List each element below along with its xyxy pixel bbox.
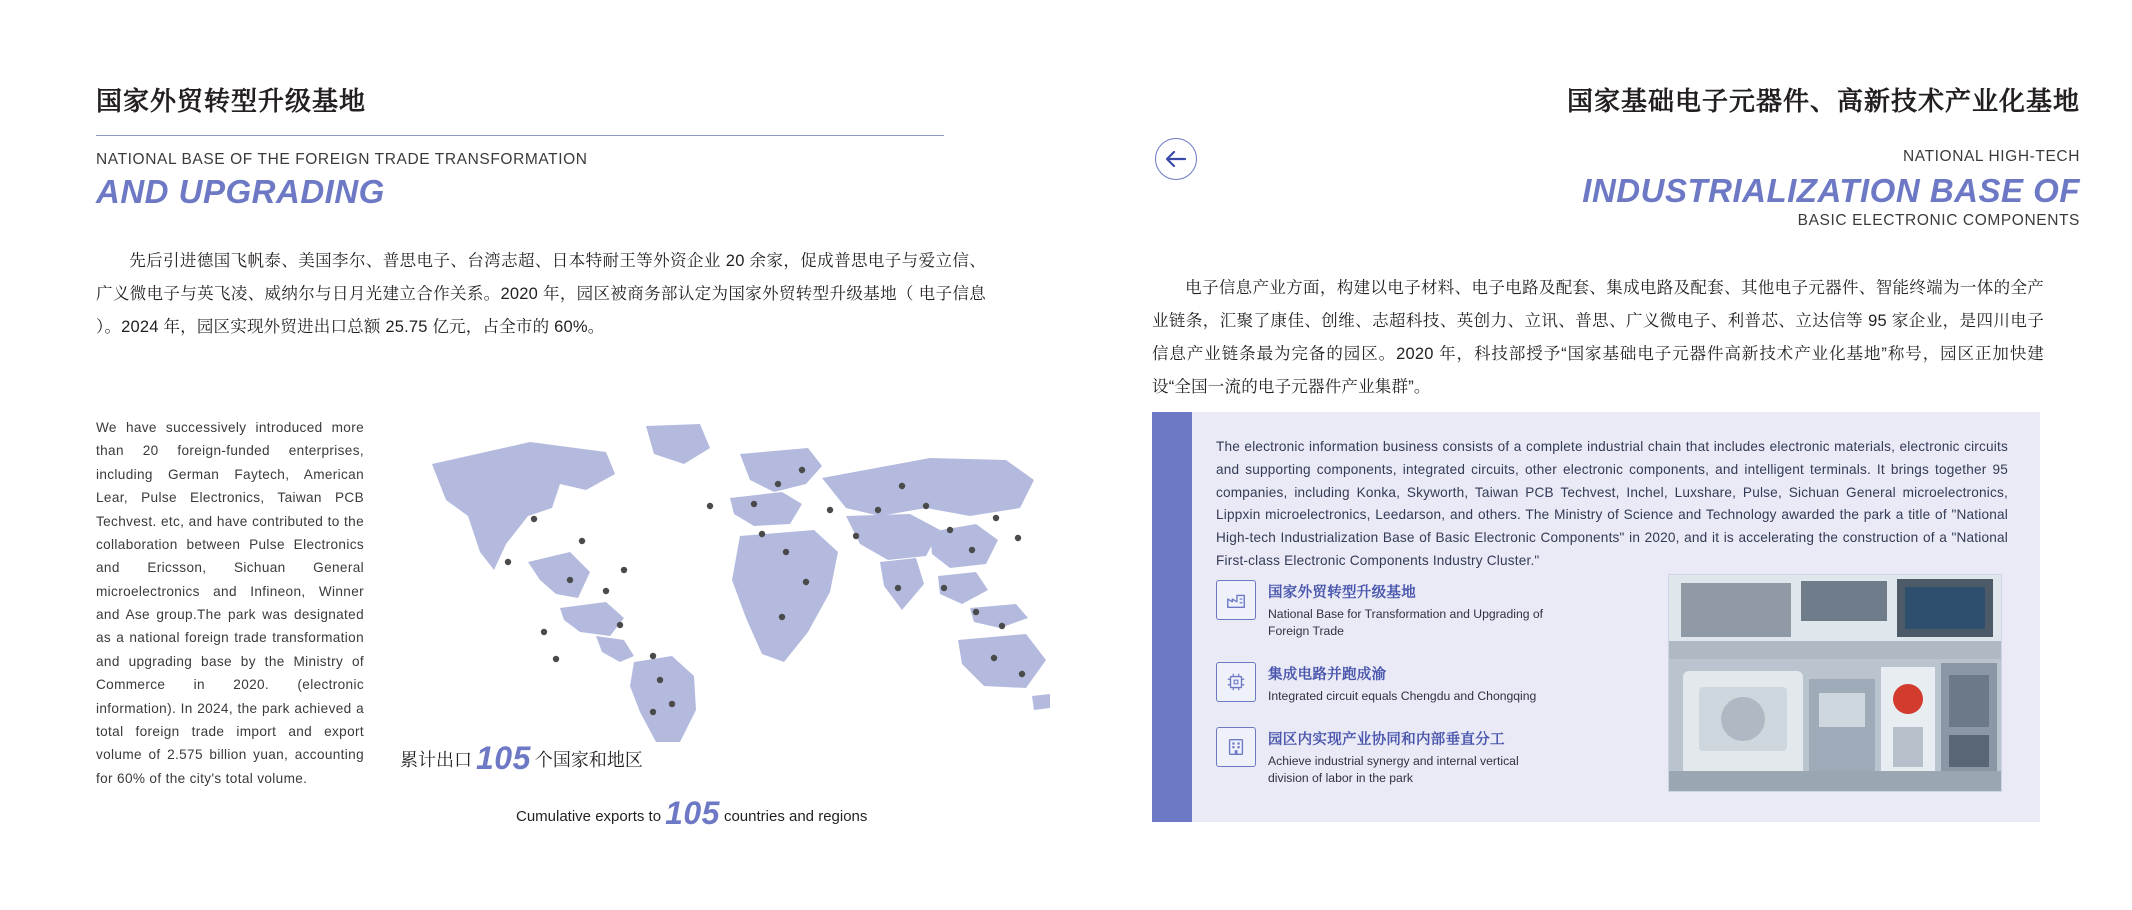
feature-item bbox=[1216, 727, 1646, 787]
right-subtitle-en-big: INDUSTRIALIZATION BASE OF bbox=[1582, 172, 2080, 210]
world-map-graphic bbox=[410, 412, 1050, 742]
factory-badge-glyph bbox=[1225, 589, 1247, 611]
factory-badge-icon bbox=[1216, 580, 1256, 620]
feature-title-cn: 集成电路并跑成渝 bbox=[1268, 667, 1387, 684]
cleanroom-photo bbox=[1668, 574, 2002, 792]
feature-title-cn: 园区内实现产业协同和内部垂直分工 bbox=[1268, 732, 1505, 749]
right-title-cn: 国家基础电子元器件、高新技术产业化基地 bbox=[1566, 86, 2080, 116]
building-grid-glyph bbox=[1225, 736, 1247, 758]
feature-texts bbox=[1268, 727, 1558, 787]
feature-texts bbox=[1268, 662, 1536, 705]
export-stat-cn-prefix: 累计出口 bbox=[400, 750, 472, 770]
left-title-divider bbox=[96, 135, 944, 136]
right-subtitle-en-sub: BASIC ELECTRONIC COMPONENTS bbox=[1797, 212, 2080, 230]
left-subtitle-en-small: NATIONAL BASE OF THE FOREIGN TRADE TRANSFORMATION bbox=[96, 151, 588, 169]
left-header-block bbox=[96, 86, 986, 344]
cleanroom-production-line-photo-icon bbox=[1669, 575, 2001, 791]
right-subtitle-en-small: NATIONAL HIGH-TECH bbox=[1902, 148, 2080, 166]
back-arrow-button[interactable] bbox=[1155, 138, 1197, 180]
left-body-paragraph-en: We have successively introduced more than 20 foreign-funded enterprises, including German Faytech, American Lear, Pulse Electronics, Taiwan PCB Techvest. etc, and have contributed to the collaboration between Pulse Electronics and Ericsson, Sichuan General microelectronics and Infineon, Winner and Ase group.The park was designated as a national foreign trade transformation and upgrading base by the Ministry of Commerce in 2020. (electronic information). In 2024, the park achieved a total foreign trade import and export volume of 2.575 billion yuan, accounting for 60% of the city's total volume. bbox=[96, 420, 364, 786]
left-body-cn-text: 先后引进德国飞帆泰、美国李尔、普思电子、台湾志超、日本特耐王等外资企业 20 余家，促成普思电子与爱立信、广义微电子与英飞凌、威纳尔与日月光建立合作关系。2020 年，园区被商务部认定为国家外贸转型升级基地（ 电子信息 ）。2024 年，园区实现外贸进出口总额 25.75 亿元，占全市的 60%。 bbox=[96, 252, 986, 337]
export-stat-value-en: 105 bbox=[665, 795, 720, 831]
panel-paragraph-en: The electronic information business consists of a complete industrial chain that includes electronic materials, electronic circuits and supporting components, integrated circuits, other electronic components, and intelligent terminals. It brings together 95 companies, including Konka, Skyworth, Taiwan PCB Techvest, Inchel, Luxshare, Pulse, Sichuan General microelectronics, Lippxin microelectronics, Leedarson, and others. The Ministry of Science and Technology awarded the park a title of "National High-tech Industrialization Base of Basic Electronic Components" in 2020, and it is accelerating the construction of a "National First-class Electronic Components Industry Cluster." bbox=[1216, 439, 2008, 569]
feature-item bbox=[1216, 580, 1646, 640]
feature-list bbox=[1216, 580, 1646, 809]
world-map-dots-icon bbox=[410, 412, 1050, 742]
left-title-cn: 国家外贸转型升级基地 bbox=[96, 86, 367, 116]
left-subtitle-en-big: AND UPGRADING bbox=[96, 173, 385, 211]
feature-title-en: Achieve industrial synergy and internal vertical division of labor in the park bbox=[1268, 754, 1519, 786]
building-grid-icon bbox=[1216, 727, 1256, 767]
export-stat-en-suffix: countries and regions bbox=[723, 808, 868, 825]
feature-item bbox=[1216, 662, 1646, 705]
arrow-left-icon bbox=[1165, 151, 1187, 167]
feature-texts bbox=[1268, 580, 1558, 640]
feature-title-en: Integrated circuit equals Chengdu and Chongqing bbox=[1268, 689, 1537, 704]
right-body-paragraph-cn bbox=[1152, 272, 2044, 404]
feature-title-cn: 国家外贸转型升级基地 bbox=[1268, 585, 1416, 601]
right-body-cn-text: 电子信息产业方面，构建以电子材料、电子电路及配套、集成电路及配套、其他电子元器件、智能终端为一体的全产业链条，汇聚了康佳、创维、志超科技、英创力、立讯、普思、广义微电子、利普芯、立达信等 95 家企业，是四川电子信息产业链条最为完备的园区。2020 年，科技部授予“国家基础电子元器件高新技术产业化基地”称号，园区正加快建设“全国一流的电子元器件产业集群”。 bbox=[1152, 279, 2044, 396]
left-body-paragraph-cn bbox=[96, 245, 986, 344]
export-stat-en-prefix: Cumulative exports to bbox=[516, 808, 662, 825]
panel-accent-bar bbox=[1152, 412, 1192, 822]
left-columns bbox=[96, 412, 1056, 790]
export-stat-cn-suffix: 个国家和地区 bbox=[534, 750, 643, 770]
chip-circuit-glyph bbox=[1225, 671, 1247, 693]
export-stat-value-cn: 105 bbox=[476, 740, 531, 776]
chip-circuit-icon bbox=[1216, 662, 1256, 702]
feature-title-en: National Base for Transformation and Upgrading of Foreign Trade bbox=[1268, 607, 1544, 639]
export-stat-en bbox=[516, 795, 867, 832]
highlight-panel bbox=[1152, 412, 2040, 822]
right-header-block bbox=[1260, 86, 2080, 230]
export-stat-cn bbox=[400, 740, 643, 777]
